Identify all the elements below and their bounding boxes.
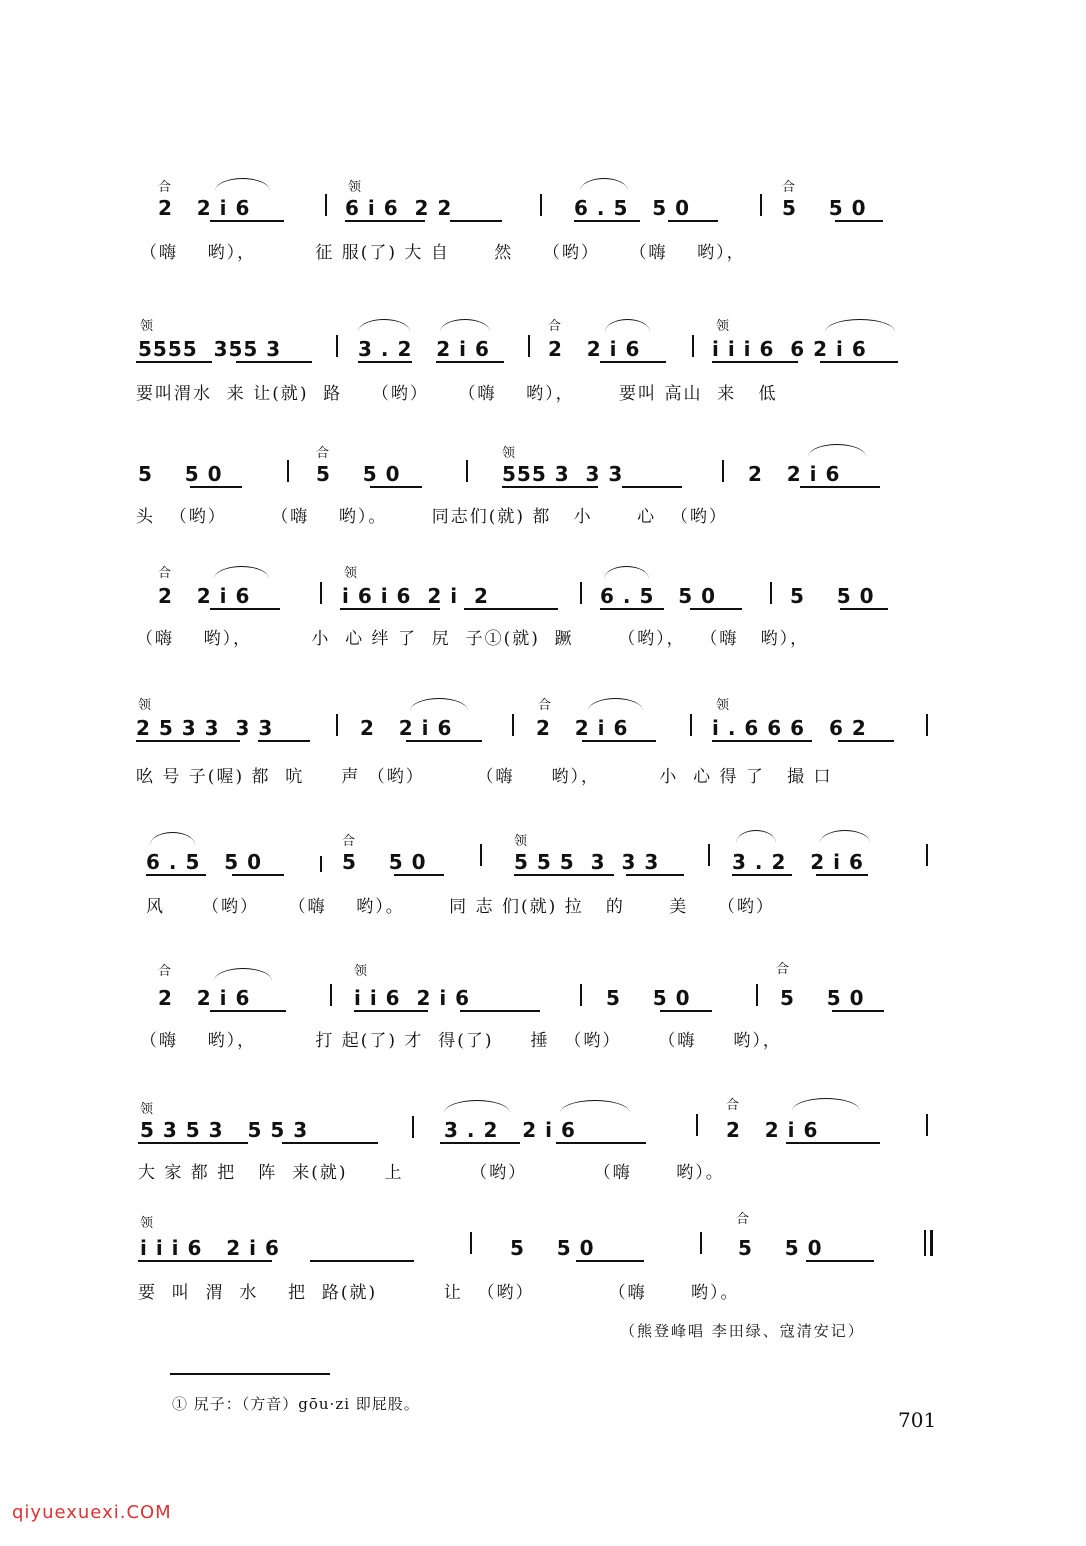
lyric-line: 吆 号 子(喔) 都 吭 声 （哟） （嗨 哟）， 小 心 得 了 撮 口 <box>136 767 833 787</box>
bar-line <box>692 335 694 357</box>
bar-line <box>696 1114 698 1136</box>
notes-measure: 6 . 5 5 0 <box>600 584 717 608</box>
watermark: qiyuexuexi.COM <box>12 1502 172 1523</box>
underline <box>190 486 242 488</box>
underline <box>800 486 880 488</box>
notes-measure: 3 . 2 2 i 6 <box>444 1118 576 1142</box>
role-mark: 领 <box>354 964 368 979</box>
slur <box>358 319 410 332</box>
bar-line <box>930 1230 933 1256</box>
notes-measure: 6 i 6 2 2 <box>345 196 453 220</box>
underline <box>345 220 425 222</box>
bar-line <box>756 984 758 1006</box>
bar-line <box>470 1232 472 1254</box>
notes-measure: 2 2 i 6 <box>158 196 251 220</box>
bar-line <box>325 194 327 216</box>
bar-line <box>770 582 772 604</box>
notes-measure: 2 2 i 6 <box>158 986 251 1010</box>
underline <box>340 608 440 610</box>
underline <box>436 361 504 363</box>
role-mark: 领 <box>140 319 154 334</box>
bar-line <box>512 714 514 736</box>
notes-measure: 2 2 i 6 <box>548 337 641 361</box>
bar-line <box>336 714 338 736</box>
underline <box>258 740 310 742</box>
lyric-line: 大 家 都 把 阵 来(就) 上 （哟） （嗨 哟）。 <box>138 1163 725 1183</box>
score-row <box>0 822 1086 932</box>
underline <box>732 874 792 876</box>
bar-line <box>287 460 289 482</box>
bar-line <box>320 582 322 604</box>
slur <box>825 319 895 332</box>
underline <box>354 1010 428 1012</box>
underline <box>406 740 482 742</box>
slur <box>444 1100 510 1113</box>
slur <box>792 1098 860 1111</box>
role-mark: 合 <box>548 319 562 334</box>
notes-measure: 3 . 2 2 i 6 <box>358 337 490 361</box>
underline <box>210 220 284 222</box>
underline <box>460 1010 540 1012</box>
score-row <box>0 560 1086 670</box>
slur <box>820 830 870 843</box>
underline <box>835 220 883 222</box>
lyric-line: 要叫渭水 来 让(就) 路 （哟） （嗨 哟）， 要叫 高山 来 低 <box>136 384 778 404</box>
slur <box>560 1100 630 1113</box>
lyric-line: 头 （哟） （嗨 哟）。 同志们(就) 都 小 心 （哟） <box>136 507 728 527</box>
underline <box>806 1260 874 1262</box>
notes-measure: 5 5 0 <box>606 986 691 1010</box>
role-mark: 合 <box>538 698 552 713</box>
underline <box>464 608 558 610</box>
underline <box>600 361 666 363</box>
lyric-line: （嗨 哟）， 打 起(了) 才 得(了) 捶 （哟） （嗨 哟）， <box>140 1031 782 1051</box>
score-row <box>0 1094 1086 1204</box>
notes-measure: 5 5 0 <box>342 850 427 874</box>
page-number: 701 <box>898 1408 937 1432</box>
score-row <box>0 958 1086 1068</box>
underline <box>660 1010 712 1012</box>
underline <box>574 220 640 222</box>
lyric-line: （嗨 哟）， 征 服(了) 大 自 然 （哟） （嗨 哟）， <box>140 243 746 263</box>
role-mark: 合 <box>726 1098 740 1113</box>
slur <box>604 566 649 579</box>
bar-line <box>466 460 468 482</box>
underline <box>450 220 502 222</box>
underline <box>136 361 212 363</box>
notes-measure: 5 5 0 <box>782 196 867 220</box>
role-mark: 合 <box>158 566 172 581</box>
underline <box>514 874 614 876</box>
notes-measure: i i 6 2 i 6 <box>354 986 471 1010</box>
notes-measure: 2 2 i 6 <box>748 462 841 486</box>
bar-line <box>480 844 482 866</box>
slur <box>808 444 866 457</box>
underline <box>440 1142 520 1144</box>
role-mark: 领 <box>348 180 362 195</box>
bar-line <box>924 1230 926 1256</box>
notes-measure: 2 2 i 6 <box>726 1118 819 1142</box>
notes-measure: i . 6 6 6 6 2 <box>712 716 867 740</box>
underline <box>668 220 718 222</box>
lyric-line: 要 叫 渭 水 把 路(就) 让 （哟） （嗨 哟）。 <box>138 1283 740 1303</box>
bar-line <box>580 582 582 604</box>
role-mark: 领 <box>344 566 358 581</box>
role-mark: 合 <box>158 180 172 195</box>
notes-measure: 5 3 5 3 5 5 3 <box>140 1118 309 1142</box>
role-mark: 领 <box>716 319 730 334</box>
underline <box>622 486 682 488</box>
underline <box>394 874 444 876</box>
footnote-rule <box>170 1373 330 1375</box>
bar-line <box>708 844 710 866</box>
underline <box>712 740 812 742</box>
bar-line <box>412 1116 414 1138</box>
slur <box>588 698 643 711</box>
bar-line <box>926 714 928 736</box>
bar-line <box>336 335 338 357</box>
notes-measure: 5 5 0 <box>138 462 223 486</box>
bar-line <box>700 1232 702 1254</box>
underline <box>370 486 422 488</box>
role-mark: 领 <box>138 698 152 713</box>
role-mark: 合 <box>316 446 330 461</box>
underline <box>502 486 598 488</box>
bar-line <box>580 984 582 1006</box>
underline <box>556 1142 646 1144</box>
notes-measure: 5 5 5 3 3 3 <box>514 850 660 874</box>
notes-measure: i 6 i 6 2 i 2 <box>342 584 489 608</box>
role-mark: 合 <box>776 962 790 977</box>
underline <box>838 740 894 742</box>
role-mark: 合 <box>342 834 356 849</box>
underline <box>832 1010 884 1012</box>
underline <box>712 361 798 363</box>
lyric-line: 风 （哟） （嗨 哟）。 同 志 们(就) 拉 的 美 （哟） <box>146 897 775 917</box>
score-row <box>0 313 1086 423</box>
underline <box>310 1260 414 1262</box>
slur <box>214 566 269 579</box>
underline <box>816 874 868 876</box>
slur <box>736 830 776 843</box>
notes-measure: i i i 6 6 2 i 6 <box>712 337 867 361</box>
role-mark: 合 <box>736 1212 750 1227</box>
slur <box>410 698 468 711</box>
underline <box>820 361 898 363</box>
bar-line <box>926 1114 928 1136</box>
underline <box>138 1142 248 1144</box>
underline <box>690 608 742 610</box>
notes-measure: 5555 355 3 <box>138 337 282 361</box>
credit-line: （熊登峰唱 李田绿、寇清安记） <box>620 1322 865 1340</box>
underline <box>146 874 206 876</box>
underline <box>840 608 888 610</box>
underline <box>236 361 312 363</box>
bar-line <box>528 335 530 357</box>
score-row <box>0 438 1086 548</box>
notes-measure: 5 5 0 <box>790 584 875 608</box>
notes-measure: 2 2 i 6 <box>360 716 453 740</box>
score-row <box>0 690 1086 800</box>
notes-measure: 6 . 5 5 0 <box>574 196 691 220</box>
slur <box>215 178 270 191</box>
notes-measure: 2 2 i 6 <box>158 584 251 608</box>
bar-line <box>926 844 928 866</box>
role-mark: 领 <box>716 698 730 713</box>
underline <box>136 740 240 742</box>
slur <box>605 319 650 332</box>
role-mark: 合 <box>782 180 796 195</box>
notes-measure: i i i 6 2 i 6 <box>140 1236 280 1260</box>
underline <box>576 1260 644 1262</box>
slur <box>150 832 195 845</box>
underline <box>786 1142 880 1144</box>
underline <box>282 1142 378 1144</box>
bar-line <box>540 194 542 216</box>
underline <box>232 874 284 876</box>
bar-line <box>690 714 692 736</box>
underline <box>600 608 664 610</box>
slur <box>580 178 628 191</box>
role-mark: 合 <box>158 964 172 979</box>
notes-measure: 5 5 0 <box>316 462 401 486</box>
score-row <box>0 1208 1086 1318</box>
slur <box>440 319 490 332</box>
notes-measure: 2 5 3 3 3 3 <box>136 716 274 740</box>
bar-line <box>330 984 332 1006</box>
notes-measure: 5 5 0 <box>780 986 865 1010</box>
underline <box>138 1260 272 1262</box>
underline <box>582 740 656 742</box>
underline <box>626 874 684 876</box>
notes-measure: 555 3 3 3 <box>502 462 624 486</box>
score-row <box>0 170 1086 280</box>
notes-measure: 5 5 0 <box>738 1236 823 1260</box>
role-mark: 领 <box>502 446 516 461</box>
footnote: ① 尻子：（方音）gōu·zi 即屁股。 <box>172 1395 420 1413</box>
lyric-line: （嗨 哟）， 小 心 绊 了 尻 子①(就) 蹶 （哟）， （嗨 哟）， <box>136 629 810 649</box>
bar-line <box>760 194 762 216</box>
underline <box>358 361 412 363</box>
underline <box>210 608 280 610</box>
slur <box>214 968 272 981</box>
underline <box>210 1010 286 1012</box>
notes-measure: 2 2 i 6 <box>536 716 629 740</box>
role-mark: 领 <box>514 834 528 849</box>
notes-measure: 5 5 0 <box>510 1236 595 1260</box>
role-mark: 领 <box>140 1216 154 1231</box>
bar-line <box>722 460 724 482</box>
role-mark: 领 <box>140 1102 154 1117</box>
notes-measure: 3 . 2 2 i 6 <box>732 850 864 874</box>
notes-measure: 6 . 5 5 0 <box>146 850 263 874</box>
bar-line <box>320 856 322 872</box>
